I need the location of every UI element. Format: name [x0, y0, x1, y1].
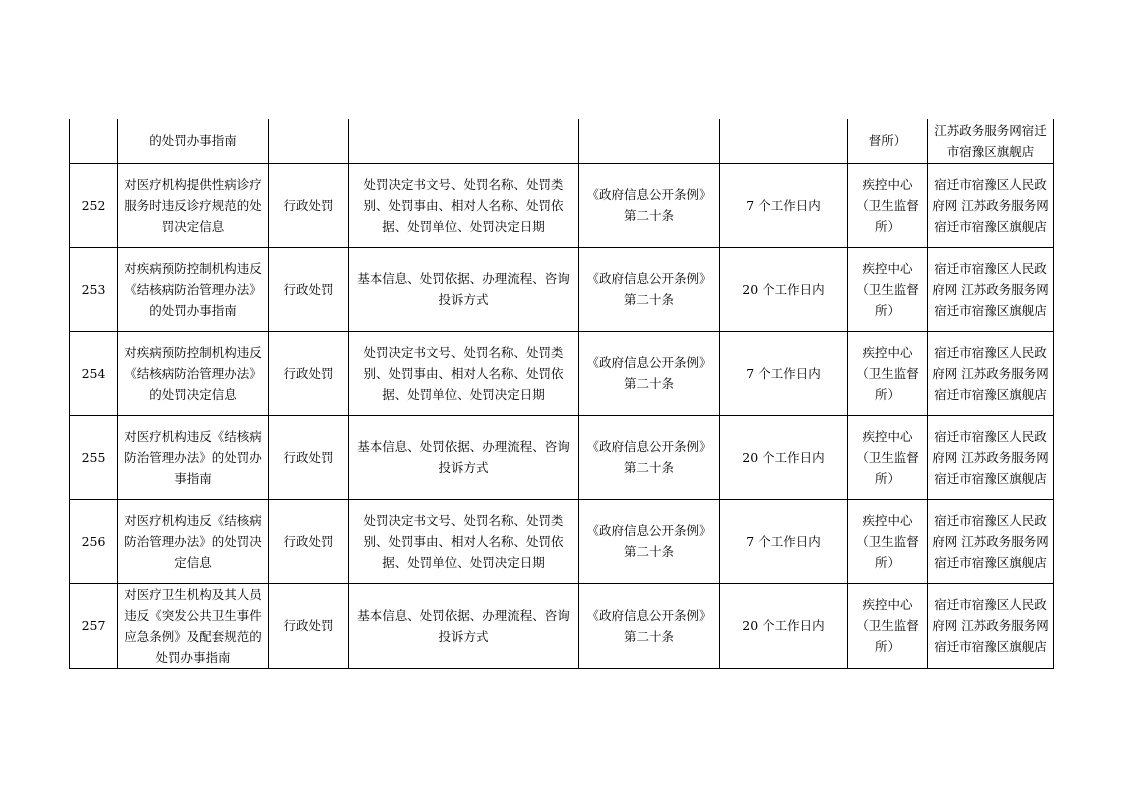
cell-period	[720, 499, 848, 583]
cell-subject-text: 疾控中心（卫生监督所）	[856, 512, 919, 570]
cell-subject-text: 督所）	[868, 133, 907, 149]
cell-number-text: 252	[81, 197, 106, 213]
cell-category-text: 行政处罚	[283, 281, 334, 297]
cell-channel-text: 宿迁市宿豫区人民政府网 江苏政务服务网宿迁市宿豫区旗舰店	[932, 428, 1049, 486]
cell-category	[269, 247, 349, 331]
cell-subject-text: 疾控中心（卫生监督所）	[856, 597, 919, 654]
cell-item	[118, 163, 269, 247]
table-body	[70, 119, 1054, 668]
cell-content-text: 基本信息、处罚依据、办理流程、咨询投诉方式	[357, 439, 570, 475]
table-row	[70, 247, 1054, 331]
cell-item	[118, 415, 269, 499]
cell-number-text: 256	[81, 533, 106, 549]
cell-subject	[848, 119, 928, 163]
cell-period-text: 7 个工作日内	[746, 365, 821, 381]
cell-item	[118, 499, 269, 583]
cell-number-text: 257	[81, 618, 106, 633]
cell-content-text: 处罚决定书文号、处罚名称、处罚类别、处罚事由、相对人名称、处罚依据、处罚单位、处罚决定日期	[363, 344, 564, 402]
cell-item	[118, 247, 269, 331]
cell-content	[349, 163, 579, 247]
cell-basis	[579, 119, 720, 163]
cell-channel	[928, 119, 1054, 163]
cell-item-text: 对医疗卫生机构及其人员违反《突发公共卫生事件应急条例》及配套规范的处罚办事指南	[124, 586, 262, 665]
cell-item-text: 的处罚办事指南	[149, 133, 237, 149]
table-row	[70, 331, 1054, 415]
cell-number	[70, 163, 118, 247]
cell-number	[70, 583, 118, 668]
cell-subject	[848, 247, 928, 331]
cell-channel	[928, 247, 1054, 331]
cell-channel	[928, 415, 1054, 499]
cell-category	[269, 583, 349, 668]
cell-basis	[579, 415, 720, 499]
cell-content-text: 基本信息、处罚依据、办理流程、咨询投诉方式	[357, 271, 570, 307]
cell-channel	[928, 499, 1054, 583]
disclosure-table	[69, 119, 1054, 669]
cell-subject	[848, 583, 928, 668]
cell-period	[720, 119, 848, 163]
cell-subject	[848, 331, 928, 415]
cell-basis	[579, 583, 720, 668]
cell-period-text: 20 个工作日内	[742, 449, 825, 465]
cell-basis	[579, 499, 720, 583]
cell-basis-text: 《政府信息公开条例》第二十条	[586, 439, 712, 475]
cell-period	[720, 415, 848, 499]
cell-item	[118, 331, 269, 415]
cell-period-text: 7 个工作日内	[746, 533, 821, 549]
cell-content-text: 基本信息、处罚依据、办理流程、咨询投诉方式	[357, 607, 570, 644]
cell-content	[349, 415, 579, 499]
cell-category-text: 行政处罚	[283, 533, 334, 549]
cell-period	[720, 247, 848, 331]
cell-basis	[579, 331, 720, 415]
cell-number	[70, 415, 118, 499]
cell-content	[349, 499, 579, 583]
cell-content-text: 处罚决定书文号、处罚名称、处罚类别、处罚事由、相对人名称、处罚依据、处罚单位、处罚决定日期	[363, 512, 564, 570]
cell-period-text: 20 个工作日内	[742, 618, 825, 633]
cell-item-text: 对疾病预防控制机构违反《结核病防治管理办法》的处罚办事指南	[124, 260, 262, 318]
cell-number-text: 255	[81, 449, 106, 465]
cell-period-text: 20 个工作日内	[742, 281, 825, 297]
cell-category	[269, 331, 349, 415]
cell-subject	[848, 163, 928, 247]
cell-basis	[579, 247, 720, 331]
cell-period	[720, 331, 848, 415]
cell-category-text: 行政处罚	[283, 197, 334, 213]
cell-item-text: 对疾病预防控制机构违反《结核病防治管理办法》的处罚决定信息	[124, 344, 262, 402]
cell-content	[349, 331, 579, 415]
cell-category	[269, 163, 349, 247]
cell-category	[269, 415, 349, 499]
cell-content	[349, 583, 579, 668]
cell-channel	[928, 163, 1054, 247]
cell-period	[720, 163, 848, 247]
cell-channel-text: 宿迁市宿豫区人民政府网 江苏政务服务网宿迁市宿豫区旗舰店	[932, 176, 1049, 234]
cell-item-text: 对医疗机构提供性病诊疗服务时违反诊疗规范的处罚决定信息	[124, 176, 262, 234]
cell-subject	[848, 415, 928, 499]
cell-subject-text: 疾控中心（卫生监督所）	[856, 176, 919, 234]
cell-category	[269, 119, 349, 163]
table-row	[70, 119, 1054, 163]
table-row	[70, 163, 1054, 247]
table-row	[70, 499, 1054, 583]
cell-item-text: 对医疗机构违反《结核病防治管理办法》的处罚决定信息	[124, 512, 262, 570]
cell-basis	[579, 163, 720, 247]
cell-subject-text: 疾控中心（卫生监督所）	[856, 428, 919, 486]
cell-channel-text: 江苏政务服务网宿迁市宿豫区旗舰店	[934, 122, 1047, 159]
cell-category-text: 行政处罚	[283, 618, 334, 633]
cell-content-text: 处罚决定书文号、处罚名称、处罚类别、处罚事由、相对人名称、处罚依据、处罚单位、处罚决定日期	[363, 176, 564, 234]
cell-category	[269, 499, 349, 583]
cell-subject	[848, 499, 928, 583]
cell-subject-text: 疾控中心（卫生监督所）	[856, 344, 919, 402]
table-row	[70, 583, 1054, 668]
cell-number	[70, 247, 118, 331]
cell-basis-text: 《政府信息公开条例》第二十条	[586, 187, 712, 223]
cell-content	[349, 247, 579, 331]
cell-channel	[928, 331, 1054, 415]
cell-number-text: 253	[81, 281, 106, 297]
cell-basis-text: 《政府信息公开条例》第二十条	[586, 607, 712, 644]
cell-number	[70, 119, 118, 163]
cell-channel-text: 宿迁市宿豫区人民政府网 江苏政务服务网宿迁市宿豫区旗舰店	[932, 512, 1049, 570]
cell-item-text: 对医疗机构违反《结核病防治管理办法》的处罚办事指南	[124, 428, 262, 486]
cell-basis-text: 《政府信息公开条例》第二十条	[586, 523, 712, 559]
cell-basis-text: 《政府信息公开条例》第二十条	[586, 355, 712, 391]
cell-number	[70, 499, 118, 583]
cell-content	[349, 119, 579, 163]
cell-basis-text: 《政府信息公开条例》第二十条	[586, 271, 712, 307]
cell-channel-text: 宿迁市宿豫区人民政府网 江苏政务服务网宿迁市宿豫区旗舰店	[932, 344, 1049, 402]
cell-period	[720, 583, 848, 668]
cell-category-text: 行政处罚	[283, 449, 334, 465]
table-row	[70, 415, 1054, 499]
cell-number	[70, 331, 118, 415]
cell-channel-text: 宿迁市宿豫区人民政府网 江苏政务服务网宿迁市宿豫区旗舰店	[932, 260, 1049, 318]
cell-channel-text: 宿迁市宿豫区人民政府网 江苏政务服务网宿迁市宿豫区旗舰店	[932, 597, 1049, 654]
cell-number-text: 254	[81, 365, 106, 381]
cell-channel	[928, 583, 1054, 668]
cell-subject-text: 疾控中心（卫生监督所）	[856, 260, 919, 318]
cell-item	[118, 119, 269, 163]
cell-category-text: 行政处罚	[283, 365, 334, 381]
cell-period-text: 7 个工作日内	[746, 197, 821, 213]
cell-item	[118, 583, 269, 668]
